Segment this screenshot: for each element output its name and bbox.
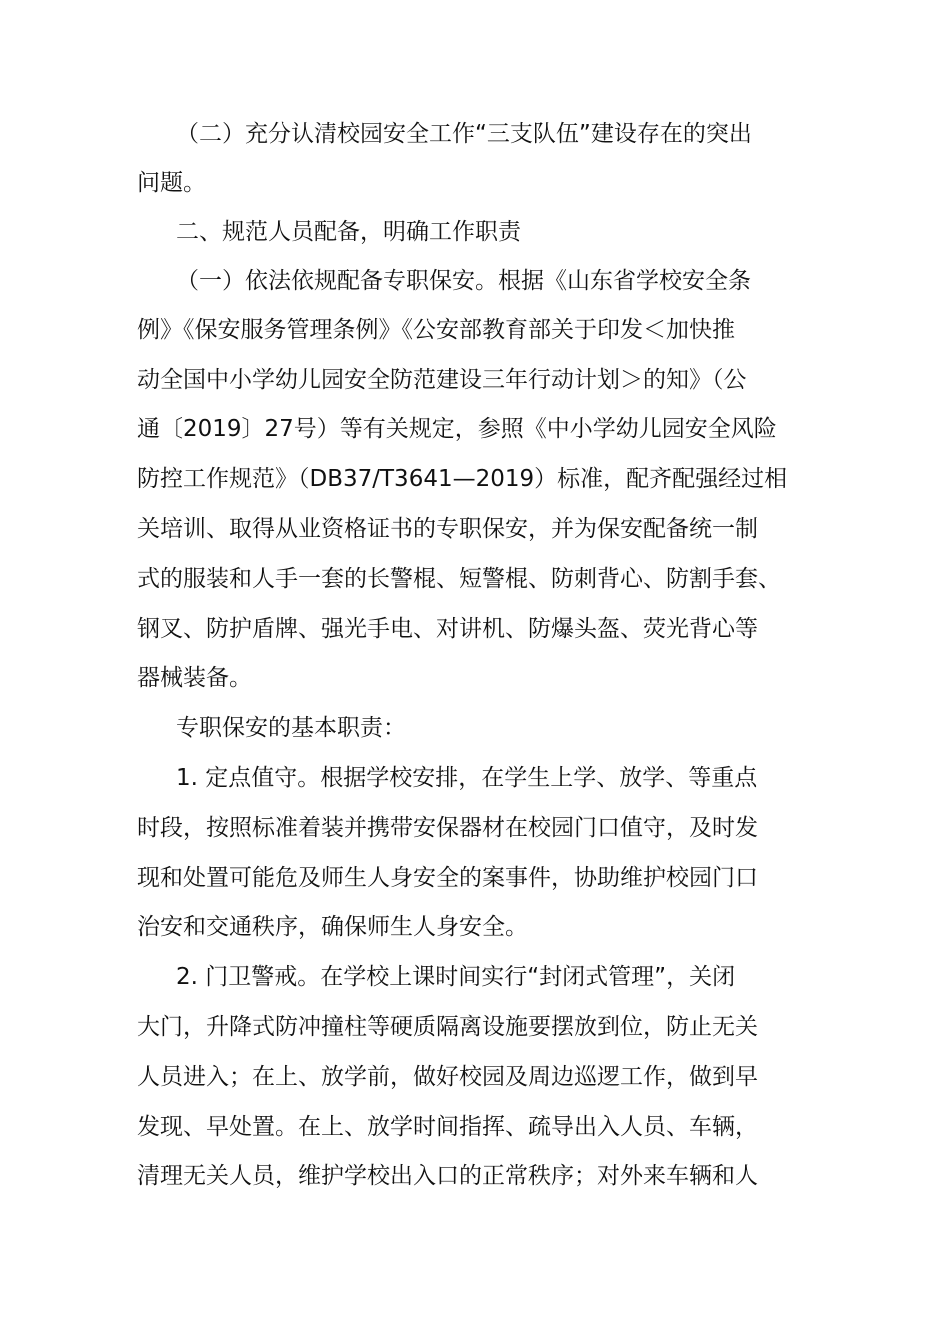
text-line: 人员进入；在上、放学前，做好校园及周边巡逻工作，做到早 xyxy=(137,1064,758,1090)
text-line: 发现、早处置。在上、放学时间指挥、疏导出入人员、车辆， xyxy=(137,1114,758,1140)
text-line: 关培训、取得从业资格证书的专职保安，并为保安配备统一制 xyxy=(137,516,758,542)
text-line: 时段，按照标准着装并携带安保器材在校园门口值守，及时发 xyxy=(137,815,758,841)
text-line: 治安和交通秩序，确保师生人身安全。 xyxy=(137,914,528,940)
text-line: 例》《保安服务管理条例》《公安部教育部关于印发＜加快推 xyxy=(137,317,735,343)
text-line: 钢叉、防护盾牌、强光手电、对讲机、防爆头盔、荧光背心等 xyxy=(137,616,758,642)
list-item-heading: 2. 门卫警戒。在学校上课时间实行“封闭式管理”，关闭 xyxy=(176,964,736,990)
text-line: 专职保安的基本职责： xyxy=(176,715,406,741)
text-line: 通〔2019〕27号）等有关规定，参照《中小学幼儿园安全风险 xyxy=(137,416,777,442)
text-line: 防控工作规范》（DB37/T3641—2019）标准，配齐配强经过相 xyxy=(137,466,788,492)
text-line: 式的服装和人手一套的长警棍、短警棍、防刺背心、防割手套、 xyxy=(137,566,781,592)
text-line: （二）充分认清校园安全工作“三支队伍”建设存在的突出 xyxy=(176,121,752,147)
text-line: 器械装备。 xyxy=(137,665,252,691)
text-line: 大门，升降式防冲撞柱等硬质隔离设施要摆放到位，防止无关 xyxy=(137,1014,758,1040)
text-line: 现和处置可能危及师生人身安全的案事件，协助维护校园门口 xyxy=(137,865,758,891)
text-line: 动全国中小学幼儿园安全防范建设三年行动计划＞的知》（公 xyxy=(137,367,747,393)
text-line: （一）依法依规配备专职保安。根据《山东省学校安全条 xyxy=(176,268,751,294)
list-item-heading: 1. 定点值守。根据学校安排，在学生上学、放学、等重点 xyxy=(176,765,758,791)
section-heading: 二、规范人员配备，明确工作职责 xyxy=(176,219,521,245)
text-line: 清理无关人员，维护学校出入口的正常秩序；对外来车辆和人 xyxy=(137,1163,758,1189)
text-line: 问题。 xyxy=(137,170,206,196)
